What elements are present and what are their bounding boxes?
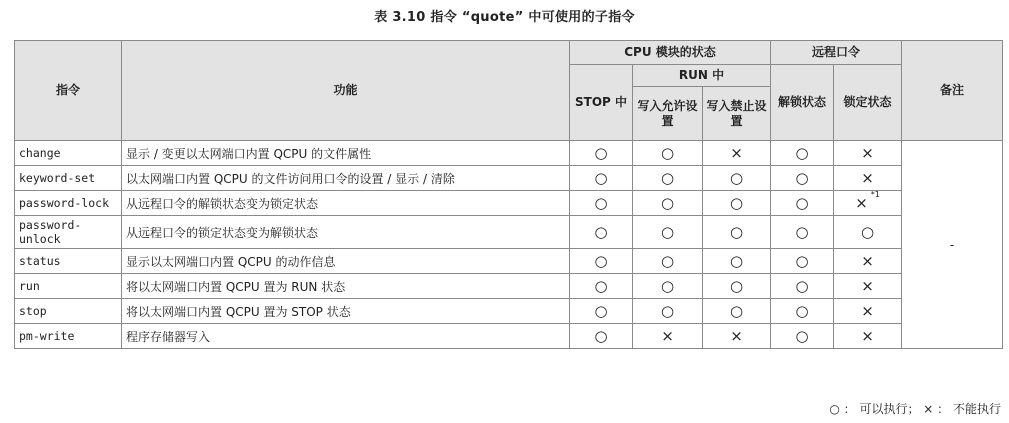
status-mark: ○ [771,324,834,349]
subcommand-table [14,40,1003,349]
status-mark: ○ [633,216,703,249]
header-unlocked: 解锁状态 [771,65,834,141]
function-cell: 显示 / 变更以太网端口内置 QCPU 的文件属性 [122,141,570,166]
status-mark: ○ [771,249,834,274]
status-mark: ○ [570,166,633,191]
table-row [15,324,1003,349]
table-row [15,141,1003,166]
status-mark: × [834,274,902,299]
header-remote-password: 远程口令 [771,41,902,65]
status-mark: ○ [570,324,633,349]
table-row [15,216,1003,249]
function-cell: 将以太网端口内置 QCPU 置为 RUN 状态 [122,274,570,299]
function-cell: 显示以太网端口内置 QCPU 的动作信息 [122,249,570,274]
status-mark: × [834,249,902,274]
table-row [15,249,1003,274]
status-mark: ○ [633,299,703,324]
header-stop: STOP 中 [570,65,633,141]
status-mark: ○ [570,141,633,166]
status-mark: ○ [633,191,703,216]
status-mark: ○ [633,166,703,191]
header-run: RUN 中 [633,65,771,87]
header-write-allow: 写入允许设置 [633,87,703,141]
status-mark: ○ [771,191,834,216]
status-mark: × [834,299,902,324]
status-mark: × [834,324,902,349]
status-mark: ○ [570,274,633,299]
command-cell: pm-write [15,324,122,349]
status-mark: ○ [771,216,834,249]
status-mark: ○ [834,216,902,249]
function-cell: 以太网端口内置 QCPU 的文件访问用口令的设置 / 显示 / 清除 [122,166,570,191]
function-cell: 程序存储器写入 [122,324,570,349]
status-mark: ○ [771,274,834,299]
table-row [15,166,1003,191]
status-mark: ○ [703,274,771,299]
status-mark: × [703,141,771,166]
command-cell: password-unlock [15,216,122,249]
status-mark: ○ [703,191,771,216]
status-mark: ○ [771,166,834,191]
status-mark: ○ [703,249,771,274]
remarks-cell: - [902,141,1003,349]
command-cell: stop [15,299,122,324]
status-mark: ○ [570,249,633,274]
table-caption: 表 3.10 指令 “quote” 中可使用的子指令 [374,10,635,25]
legend: ○ ： 可以执行； × ： 不能执行 [829,402,1001,416]
header-function: 功能 [122,41,570,141]
status-mark: ○ [570,299,633,324]
header-write-forbid: 写入禁止设置 [703,87,771,141]
table-row [15,299,1003,324]
status-mark: ○ [633,249,703,274]
status-mark: × [834,141,902,166]
command-cell: keyword-set [15,166,122,191]
status-mark: ○ [633,274,703,299]
status-mark: ○ [570,191,633,216]
header-cpu-state: CPU 模块的状态 [570,41,771,65]
function-cell: 从远程口令的解锁状态变为锁定状态 [122,191,570,216]
status-mark: × [633,324,703,349]
command-cell: status [15,249,122,274]
footnote-mark: *1 [870,190,880,199]
status-mark: ○ [703,166,771,191]
header-locked: 锁定状态 [834,65,902,141]
function-cell: 从远程口令的锁定状态变为解锁状态 [122,216,570,249]
table-row [15,191,1003,216]
command-cell: change [15,141,122,166]
command-cell: run [15,274,122,299]
status-mark: ○ [703,299,771,324]
header-remarks: 备注 [902,41,1003,141]
status-mark: ○ [570,216,633,249]
command-cell: password-lock [15,191,122,216]
status-mark: ○ [633,141,703,166]
header-command: 指令 [15,41,122,141]
table-row [15,274,1003,299]
status-mark: ○ [771,141,834,166]
function-cell: 将以太网端口内置 QCPU 置为 STOP 状态 [122,299,570,324]
status-mark: × [834,166,902,191]
status-mark: × [703,324,771,349]
status-mark: ○ [771,299,834,324]
status-mark: × $^{*1}$ [834,191,902,216]
status-mark: ○ [703,216,771,249]
